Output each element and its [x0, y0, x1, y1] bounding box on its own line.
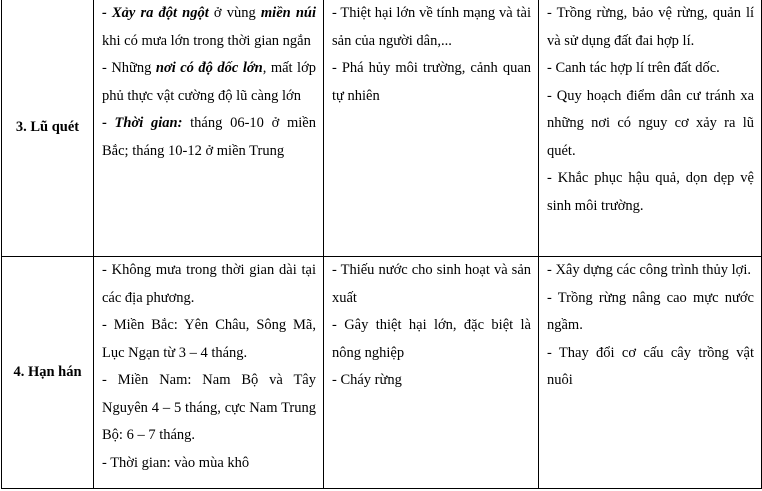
consequence-line: - Phá hủy môi trường, cảnh quan tự nhiên — [332, 60, 531, 104]
consequence-line: - Cháy rừng — [332, 372, 402, 388]
cause-line: - Xảy ra đột ngột ở vùng miền núi khi có mưa lớn trong thời gian ngắn — [102, 5, 316, 49]
solution-line: - Trồng rừng, bảo vệ rừng, quản lí và sử dụng đất đai hợp lí. — [547, 5, 754, 49]
consequences-cell — [324, 0, 539, 257]
solution-line: - Xây dựng các công trình thủy lợi. — [547, 262, 751, 278]
consequence-line: - Gây thiệt hại lớn, đặc biệt là nông nghiệp — [332, 317, 531, 361]
consequence-line: - Thiệt hại lớn về tính mạng và tài sản của người dân,... — [332, 5, 531, 49]
table-row — [2, 257, 762, 489]
solution-line: - Trồng rừng nâng cao mực nước ngầm. — [547, 289, 754, 333]
cause-line: - Thời gian: vào mùa khô — [102, 454, 250, 471]
causes-cell — [94, 257, 324, 489]
cause-line: - Miền Bắc: Yên Châu, Sông Mã, Lục Ngạn từ 3 – 4 tháng. — [102, 317, 316, 361]
cause-line: - Những nơi có độ dốc lớn, mất lớp phủ thực vật cường độ lũ càng lớn — [102, 60, 316, 104]
disaster-table — [1, 0, 762, 489]
consequences-cell — [324, 257, 539, 489]
causes-cell — [94, 0, 324, 257]
consequence-line: - Thiếu nước cho sinh hoạt và sản xuất — [332, 262, 531, 306]
solutions-cell — [539, 0, 762, 257]
cause-line: - Không mưa trong thời gian dài tại các địa phương. — [102, 262, 316, 306]
solution-line: - Quy hoạch điểm dân cư tránh xa những nơi có nguy cơ xảy ra lũ quét. — [547, 87, 754, 159]
solution-line: - Thay đổi cơ cấu cây trồng vật nuôi — [547, 344, 754, 388]
cause-line: - Thời gian: tháng 06-10 ở miền Bắc; tháng 10-12 ở miền Trung — [102, 115, 316, 159]
table-row — [2, 0, 762, 257]
row-label-drought: 4. Hạn hán — [2, 257, 94, 489]
solution-line: - Khắc phục hậu quả, dọn dẹp vệ sinh môi trường. — [547, 170, 754, 214]
solutions-cell — [539, 257, 762, 489]
cause-line: - Miền Nam: Nam Bộ và Tây Nguyên 4 – 5 tháng, cực Nam Trung Bộ: 6 – 7 tháng. — [102, 372, 316, 443]
row-label-flash-flood: 3. Lũ quét — [2, 0, 94, 257]
solution-line: - Canh tác hợp lí trên đất dốc. — [547, 60, 720, 76]
